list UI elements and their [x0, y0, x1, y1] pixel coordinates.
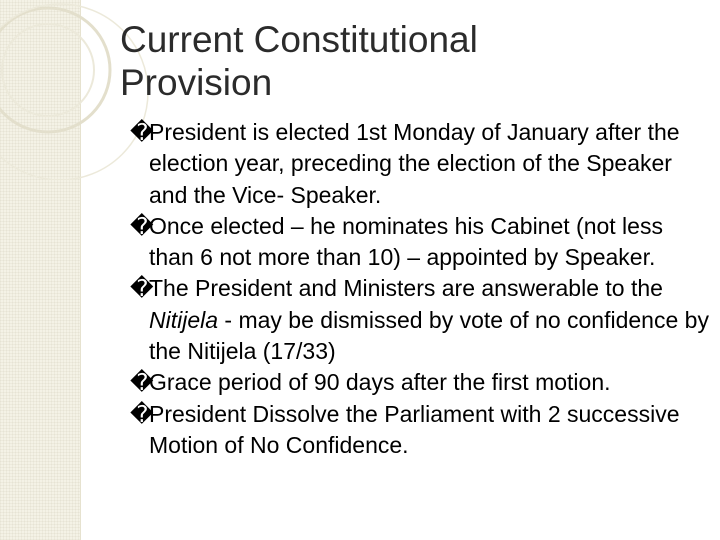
bullet-marker-icon: � [130, 212, 154, 239]
bullet-marker-icon: � [130, 400, 154, 427]
bullet-marker-icon: � [130, 275, 154, 302]
bullet-item [130, 211, 710, 274]
bullet-marker-icon: � [130, 119, 154, 145]
bullet-marker-icon: � [130, 369, 154, 396]
slide-title-line-1: Current Constitutional [120, 19, 478, 60]
bullet-text-before: The President and Ministers are answerable to the [149, 275, 663, 302]
bullet-item [130, 367, 710, 398]
bullet-item [130, 399, 710, 462]
bullet-text: President is elected 1st Monday of January after the election year, preceding the election of the Speaker and the Vice- Speaker. [149, 119, 680, 208]
bullet-text-after: - may be dismissed by vote of no confidence by the Nitijela (17/33) [149, 306, 709, 365]
bullet-item [130, 273, 710, 367]
bullet-text: Once elected – he nominates his Cabinet (not less than 6 not more than 10) – appointed by Speaker. [149, 212, 663, 271]
slide-title-line-2: Provision [120, 62, 273, 103]
slide-title [120, 18, 680, 104]
bullet-text: President Dissolve the Parliament with 2 successive Motion of No Confidence. [149, 400, 680, 458]
bullet-list [130, 117, 710, 461]
bullet-item [130, 117, 710, 211]
bullet-text-emphasis: Nitijela [149, 306, 219, 333]
bullet-text: Grace period of 90 days after the first motion. [149, 369, 611, 396]
